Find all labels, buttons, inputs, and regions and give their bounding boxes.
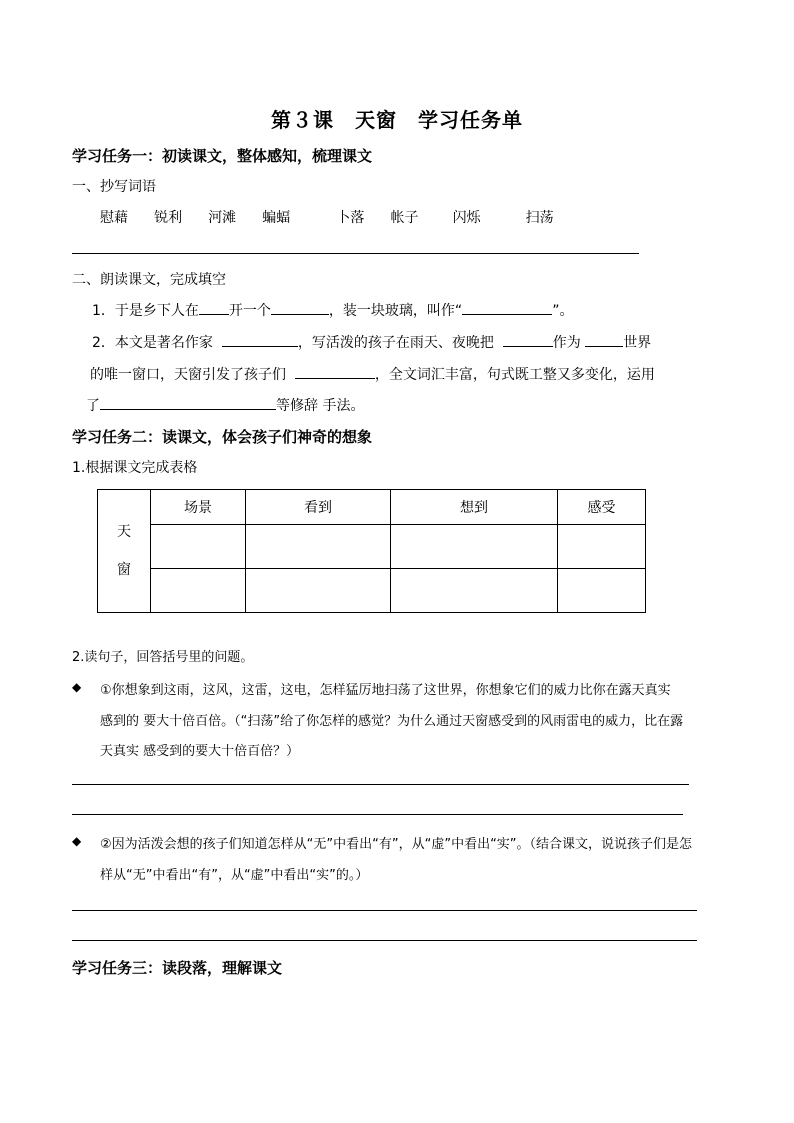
page-title: 第３课 天窗 学习任务单 [271, 108, 523, 132]
section-fill-heading: 二、朗读课文，完成填空 [72, 272, 226, 288]
column-header: 看到 [246, 490, 391, 525]
fill-question-2-line2: 的唯一窗口，天窗引发了孩子们 ，全文词汇丰富，句式既工整又多变化，运用 [90, 364, 655, 384]
vocab-word: 扫荡 [525, 210, 554, 226]
column-header: 想到 [391, 490, 558, 525]
column-header: 场景 [151, 490, 246, 525]
fill-question-1: 1．于是乡下人在 开一个 ，装一块玻璃，叫作“ ”。 [92, 300, 573, 320]
table-cell[interactable] [391, 525, 558, 569]
vocab-word: 河滩 [208, 210, 237, 226]
table-cell[interactable] [246, 569, 391, 613]
blank[interactable] [271, 300, 329, 315]
task3-heading: 学习任务三：读段落，理解课文 [72, 959, 283, 977]
diamond-bullet-icon: ◆ [72, 834, 82, 848]
sentence-item-1-line3: 天真实 感受到的要大十倍百倍？） [100, 744, 300, 759]
table-question-heading: 1.根据课文完成表格 [72, 460, 198, 476]
sentence-item-2-line2: 样从“无”中看出“有”，从“虚”中看出“实”的。） [100, 868, 369, 883]
diamond-bullet-icon: ◆ [72, 680, 82, 694]
table-cell[interactable] [558, 525, 646, 569]
blank[interactable] [295, 364, 375, 379]
table-cell[interactable] [246, 525, 391, 569]
skylight-table [97, 489, 646, 613]
blank[interactable] [100, 395, 276, 410]
task2-heading: 学习任务二：读课文，体会孩子们神奇的想象 [72, 428, 373, 446]
blank[interactable] [585, 332, 623, 347]
sentence-item-2-line1: ②因为活泼会想的孩子们知道怎样从“无”中看出“有”，从“虚”中看出“实”。（结合课文，说说孩子们是怎 [100, 837, 693, 852]
answer-line[interactable] [72, 814, 683, 815]
fill-question-2-line1: 2．本文是著名作家 ，写活泼的孩子在雨天、夜晚把 作为 世界 [92, 332, 651, 352]
copy-answer-line[interactable] [72, 253, 639, 254]
vocab-word: 闪烁 [452, 210, 481, 226]
blank[interactable] [222, 332, 298, 347]
table-cell[interactable] [391, 569, 558, 613]
task1-heading: 学习任务一：初读课文，整体感知，梳理课文 [72, 147, 373, 165]
answer-line[interactable] [72, 940, 697, 941]
vocab-word: 慰藉 [100, 210, 128, 226]
vocab-word: 锐利 [154, 210, 183, 226]
sentence-question-heading: 2.读句子，回答括号里的问题。 [72, 650, 254, 665]
column-header: 感受 [558, 490, 646, 525]
table-cell[interactable] [558, 569, 646, 613]
table-cell[interactable] [151, 569, 246, 613]
section-copy-words-heading: 一、抄写词语 [72, 179, 156, 195]
vocab-word: 帐子 [390, 210, 419, 226]
answer-line[interactable] [72, 784, 689, 785]
vocab-word: 蝙蝠 [262, 210, 291, 226]
vocab-word: 卜落 [336, 210, 365, 226]
vocab-list [100, 207, 554, 227]
fill-question-2-line3: 了 等修辞 手法。 [86, 395, 364, 415]
blank[interactable] [503, 332, 553, 347]
table-row-header: 天 窗 [98, 490, 151, 613]
sentence-item-1-line2: 感到的 要大十倍百倍。（“扫荡”给了你怎样的感觉？为什么通过天窗感受到的风雨雷电的威力，比在露 [100, 714, 684, 729]
table-cell[interactable] [151, 525, 246, 569]
blank[interactable] [462, 300, 552, 315]
answer-line[interactable] [72, 910, 697, 911]
sentence-item-1-line1: ①你想象到这雨，这风，这雷，这电，怎样猛厉地扫荡了这世界，你想象它们的威力比你在露天真实 [100, 683, 671, 698]
blank[interactable] [199, 300, 229, 315]
